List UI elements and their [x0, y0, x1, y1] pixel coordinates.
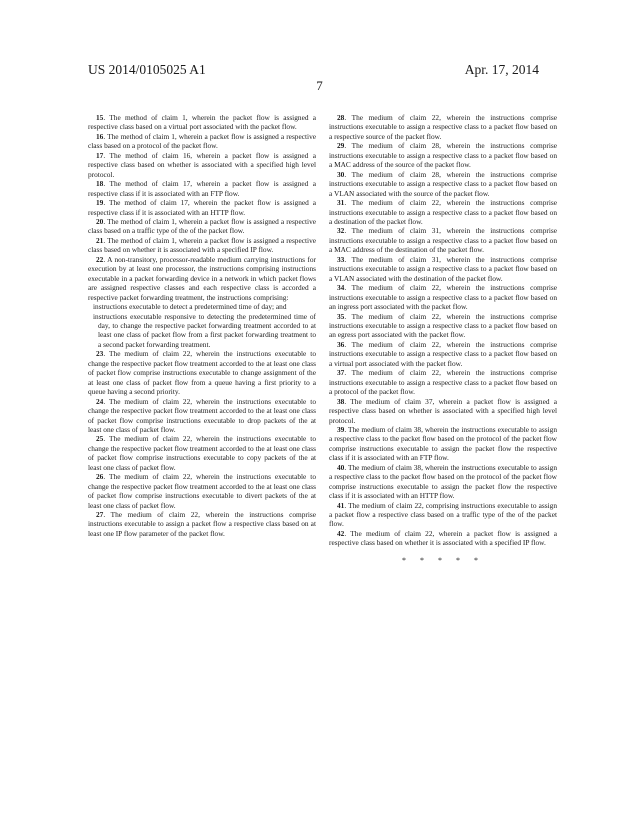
claim-text: . The medium of claim 38, wherein the instructions executable to assign a respective class to the packet flow based on the protocol of the packet flow comprise instructions executable to assign the packet flow the respective class if it is associated with an HTTP flow.	[329, 462, 557, 501]
claim-text: . The medium of claim 22, wherein the instructions executable to change the respective packet flow treatment accorded to the at least one class of packet flow comprise instructions executable to copy packets of the at least one class of packet flow.	[88, 434, 316, 472]
claim-number: 34	[337, 283, 345, 293]
claim-text: . The medium of claim 37, wherein a packet flow is assigned a respective class based on whether is associated with a specified high level protocol.	[329, 396, 557, 425]
claim-paragraph	[329, 283, 557, 311]
claim-number: 26	[96, 472, 104, 482]
claim-paragraph	[88, 349, 316, 396]
claim-text: . The medium of claim 22, wherein the instructions comprise instructions executable to assign a respective class to a packet flow based on a virtual port associated with the packet flow.	[329, 339, 557, 368]
claim-number: 20	[96, 216, 104, 226]
claim-text: . The method of claim 17, wherein the packet flow is assigned a respective class if it is associated with an HTTP flow.	[88, 198, 316, 217]
claim-text: . The medium of claim 22, wherein the instructions comprise instructions executable to assign a respective class to a packet flow based on an egress port associated with the packet flow.	[329, 311, 557, 340]
claim-paragraph	[88, 217, 316, 236]
page-header	[88, 62, 539, 78]
claim-paragraph	[329, 425, 557, 463]
claim-text: . The medium of claim 22, wherein the instructions comprise instructions executable to assign a respective class to a packet flow based on a destination of the packet flow.	[329, 198, 557, 226]
claim-paragraph	[329, 255, 557, 283]
claim-text: . The medium of claim 22, wherein the instructions executable to change the respective packet flow treatment accorded to the at least one class of packet flow comprise instructions executable to drop packets of the at least one class of packet flow.	[88, 396, 316, 434]
publication-date: Apr. 17, 2014	[464, 62, 539, 77]
claim-paragraph	[88, 236, 316, 255]
claim-text: . The medium of claim 22, wherein a packet flow is assigned a respective class based on whether it is associated with a specified IP flow.	[329, 528, 557, 548]
claim-paragraph	[88, 132, 316, 151]
claim-number: 36	[337, 339, 345, 349]
claim-paragraph	[329, 501, 557, 529]
claim-text: . The medium of claim 22, wherein the instructions executable to change the respective packet flow treatment accorded to the at least one class of packet flow comprise instructions executable to change assignment of the at least one class of packet flow from a queue having a first priority to a queue having a second priority.	[88, 349, 316, 397]
claim-number: 35	[337, 311, 345, 321]
claim-number: 17	[96, 150, 104, 160]
claim-number: 19	[96, 198, 104, 208]
claim-text: . The medium of claim 22, wherein the instructions comprise instructions executable to assign a respective class to a packet flow based on an ingress port associated with the packet flow.	[329, 283, 557, 312]
right-claims-column	[329, 113, 557, 565]
claim-text: . The medium of claim 28, wherein the instructions comprise instructions executable to assign a respective class to a packet flow based on a MAC address of the source of the packet flow.	[329, 141, 557, 170]
claim-text: . The medium of claim 38, wherein the instructions executable to assign a respective class to the packet flow based on the protocol of the packet flow comprise instructions executable to assign the packet flow the respective class if it is associated with an FTP flow.	[329, 424, 557, 463]
claim-text: . The method of claim 1, wherein a packet flow is assigned a respective class based on whether it is associated with a specified IP flow.	[88, 235, 316, 255]
claim-subclause: instructions executable responsive to detecting the predetermined time of day, to change the respective packet forwarding treatment accorded to at least one class of packet flow from a first packet forwarding treatment to a second packet forwarding treatment.	[93, 311, 316, 349]
claim-number: 33	[337, 254, 345, 264]
claim-paragraph	[329, 170, 557, 198]
publication-number: US 2014/0105025 A1	[88, 62, 206, 77]
claim-number: 22	[96, 254, 104, 264]
claim-paragraph	[329, 141, 557, 169]
claim-paragraph	[88, 472, 316, 510]
claim-text: . The medium of claim 22, wherein the instructions comprise instructions executable to assign a packet flow a respective class based on at least one IP flow parameter of the packet flow.	[88, 510, 316, 538]
claim-paragraph	[329, 113, 557, 141]
claim-paragraph	[88, 434, 316, 472]
claim-text: . The medium of claim 22, comprising instructions executable to assign a packet flow a respective class based on a traffic type of the of the packet flow.	[329, 500, 557, 529]
claim-paragraph	[88, 510, 316, 538]
claim-number: 21	[96, 235, 104, 245]
claim-text: . A non-transitory, processor-readable medium carrying instructions for execution by at least one processor, the instructions comprising instructions executable in a packet forwarding device in a network in which packet flows are assigned respective classes and each respective class is accorded a respective packet forwarding treatment, the instructions comprising:	[88, 254, 316, 302]
left-claims-column	[88, 113, 316, 538]
claim-paragraph	[329, 397, 557, 425]
claim-paragraph	[329, 529, 557, 548]
claim-number: 29	[337, 141, 345, 151]
claim-paragraph	[329, 226, 557, 254]
claim-number: 27	[96, 510, 104, 520]
claim-number: 39	[337, 424, 345, 434]
claim-number: 31	[337, 198, 345, 208]
claim-paragraph	[329, 312, 557, 340]
claim-number: 40	[337, 462, 345, 472]
claim-paragraph	[329, 340, 557, 368]
claim-text: . The method of claim 17, wherein a packet flow is assigned a respective class if it is associated with an FTP flow.	[88, 179, 316, 198]
claim-paragraph	[88, 179, 316, 198]
end-of-document-marker: * * * * *	[402, 555, 484, 565]
claim-number: 37	[337, 368, 345, 378]
claim-number: 28	[337, 113, 345, 122]
claim-number: 25	[96, 434, 104, 444]
claim-number: 18	[96, 179, 104, 189]
claim-text: . The medium of claim 22, wherein the instructions executable to change the respective packet flow treatment accorded to the at least one class of packet flow comprise instructions executable to divert packets of the at least one class of packet flow.	[88, 472, 316, 510]
page-number: 7	[316, 78, 323, 93]
claim-text: . The medium of claim 31, wherein the instructions comprise instructions executable to assign a respective class to a packet flow based on a MAC address of the destination of the packet flow.	[329, 226, 557, 255]
claim-text: . The medium of claim 22, wherein the instructions comprise instructions executable to assign a respective class to a packet flow based on a protocol of the packet flow.	[329, 368, 557, 397]
claim-text: . The medium of claim 31, wherein the instructions comprise instructions executable to assign a respective class to a packet flow based on a VLAN associated with the destination of the packet flow.	[329, 254, 557, 283]
claim-text: . The method of claim 1, wherein the packet flow is assigned a respective class based on a virtual port associated with the packet flow.	[88, 113, 316, 132]
claim-paragraph	[88, 255, 316, 302]
claim-number: 42	[337, 528, 345, 538]
claim-number: 41	[337, 500, 345, 510]
claim-number: 32	[337, 226, 345, 236]
claim-number: 38	[337, 396, 345, 406]
claim-paragraph	[329, 368, 557, 396]
claim-paragraph	[88, 198, 316, 217]
claim-text: . The method of claim 1, wherein a packet flow is assigned a respective class based on a traffic type of the of the packet flow.	[88, 216, 316, 236]
claim-text: . The medium of claim 28, wherein the instructions comprise instructions executable to assign a respective class to a packet flow based on a VLAN associated with the source of the packet flow.	[329, 169, 557, 198]
claim-paragraph	[88, 113, 316, 132]
claim-number: 15	[96, 113, 104, 122]
claim-text: . The method of claim 16, wherein a packet flow is assigned a respective class based on whether is associated with a specified high level protocol.	[88, 150, 316, 179]
claim-paragraph	[329, 463, 557, 501]
claim-paragraph	[88, 397, 316, 435]
claim-number: 16	[96, 131, 104, 141]
claim-text: . The method of claim 1, wherein a packet flow is assigned a respective class based on a protocol of the packet flow.	[88, 131, 316, 151]
claim-paragraph	[88, 151, 316, 179]
claim-number: 30	[337, 169, 345, 179]
claim-number: 24	[96, 396, 104, 406]
claim-text: . The medium of claim 22, wherein the instructions comprise instructions executable to assign a respective class to a packet flow based on a respective source of the packet flow.	[329, 113, 557, 141]
claim-subclause: instructions executable to detect a predetermined time of day; and	[93, 302, 287, 312]
claim-number: 23	[96, 349, 104, 359]
claim-paragraph	[329, 198, 557, 226]
